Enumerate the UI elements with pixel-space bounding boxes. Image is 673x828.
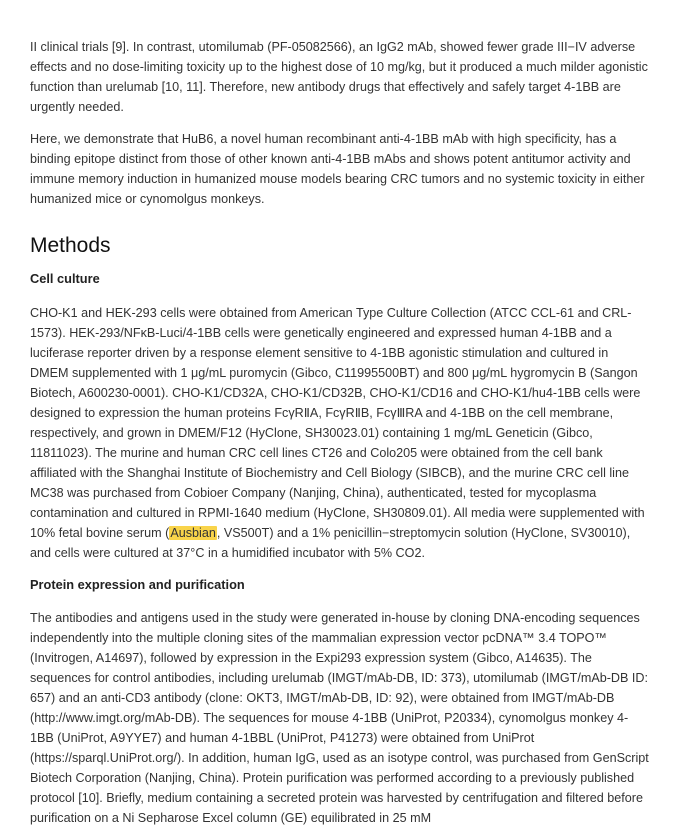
cell-culture-heading: Cell culture [30, 271, 100, 286]
search-highlight[interactable]: Ausbian [170, 526, 216, 540]
protein-expression-paragraph: The antibodies and antigens used in the study were generated in-house by cloning DNA-encoding sequences independently into the multiple cloning sites of the mammalian expression vector pcDNA™ 3.4 TOPO™ (Invitrogen, A14697), followed by expression in the Expi293 expression system (Gibco, A14635). The sequences for control antibodies, including urelumab (IMGT/mAb-DB, ID: 373), utomilumab (IMGT/mAb-DB ID: 657) and an anti-CD3 antibody (clone: OKT3, IMGT/mAb-DB, ID: 92), were obtained from IMGT/mAb-DB (http://www.imgt.org/mAb-DB). The sequences for mouse 4-1BB (UniProt, P20334), cynomolgus monkey 4-1BB (UniProt, A9YYE7) and human 4-1BBL (UniProt, P41273) were obtained from UniProt (https://sparql.UniProt.org/). In addition, human IgG, used as an isotype control, was purchased from GenScript Biotech Corporation (Nanjing, China). Protein purification was performed according to a previously published protocol [10]. Briefly, medium containing a secreted protein was harvested by centrifugation and filtered before purification on a Ni Sepharose Excel column (GE) equilibrated in 25 mM [30, 611, 649, 825]
cell-culture-text-b: , VS500T) and a 1% penicillin−streptomycin solution (HyClone, SV30010), and cells were cultured at 37°C in a humidified incubator with 5% CO2. [30, 526, 631, 560]
cell-culture-text-a: CHO-K1 and HEK-293 cells were obtained from American Type Culture Collection (ATCC CCL-61 and CRL-1573). HEK-293/NFκB-Luci/4-1BB cells were genetically engineered and expressed human 4-1BB and a luciferase reporter driven by a response element sensitive to 4-1BB agonistic stimulation and cultured in DMEM supplemented with 1 μg/mL puromycin (Gibco, C11995500BT) and 800 μg/mL hygromycin B (Sangon Biotech, A600230-0001). CHO-K1/CD32A, CHO-K1/CD32B, CHO-K1/CD16 and CHO-K1/hu4-1BB cells were designed to expression the human proteins FcγRⅡA, FcγRⅡB, FcγⅢRA and 4-1BB on the cell membrane, respectively, and grown in DMEM/F12 (HyClone, SH30023.01) containing 1 mg/mL Geneticin (Gibco, 11811023). The murine and human CRC cell lines CT26 and Colo205 were obtained from the cell bank affiliated with the Shanghai Institute of Biochemistry and Cell Biology (SIBCB), and the murine CRC cell line MC38 was purchased from Cobioer Company (Nanjing, China), authenticated, tested for mycoplasma contamination and cultured in RPMI-1640 medium (HyClone, SH30809.01). All media were supplemented with 10% fetal bovine serum ( [30, 306, 645, 540]
intro-paragraph: II clinical trials [9]. In contrast, utomilumab (PF-05082566), an IgG2 mAb, showed fewer grade III−IV adverse effects and no dose-limiting toxicity up to the highest dose of 10 mg/kg, but it produced a much milder agonistic function than urelumab [10, 11]. Therefore, new antibody drugs that effectively and safely target 4-1BB are urgently needed. [30, 40, 648, 114]
cell-culture-paragraph [30, 303, 649, 563]
protein-expression-heading: Protein expression and purification [30, 577, 245, 592]
findings-paragraph: Here, we demonstrate that HuB6, a novel human recombinant anti-4-1BB mAb with high specificity, has a binding epitope distinct from those of other known anti-4-1BB mAbs and shows potent antitumor activity and immune memory induction in humanized mouse models bearing CRC tumors and no systemic toxicity in either humanized mice or cynomolgus monkeys. [30, 132, 645, 206]
methods-heading: Methods [30, 234, 111, 257]
